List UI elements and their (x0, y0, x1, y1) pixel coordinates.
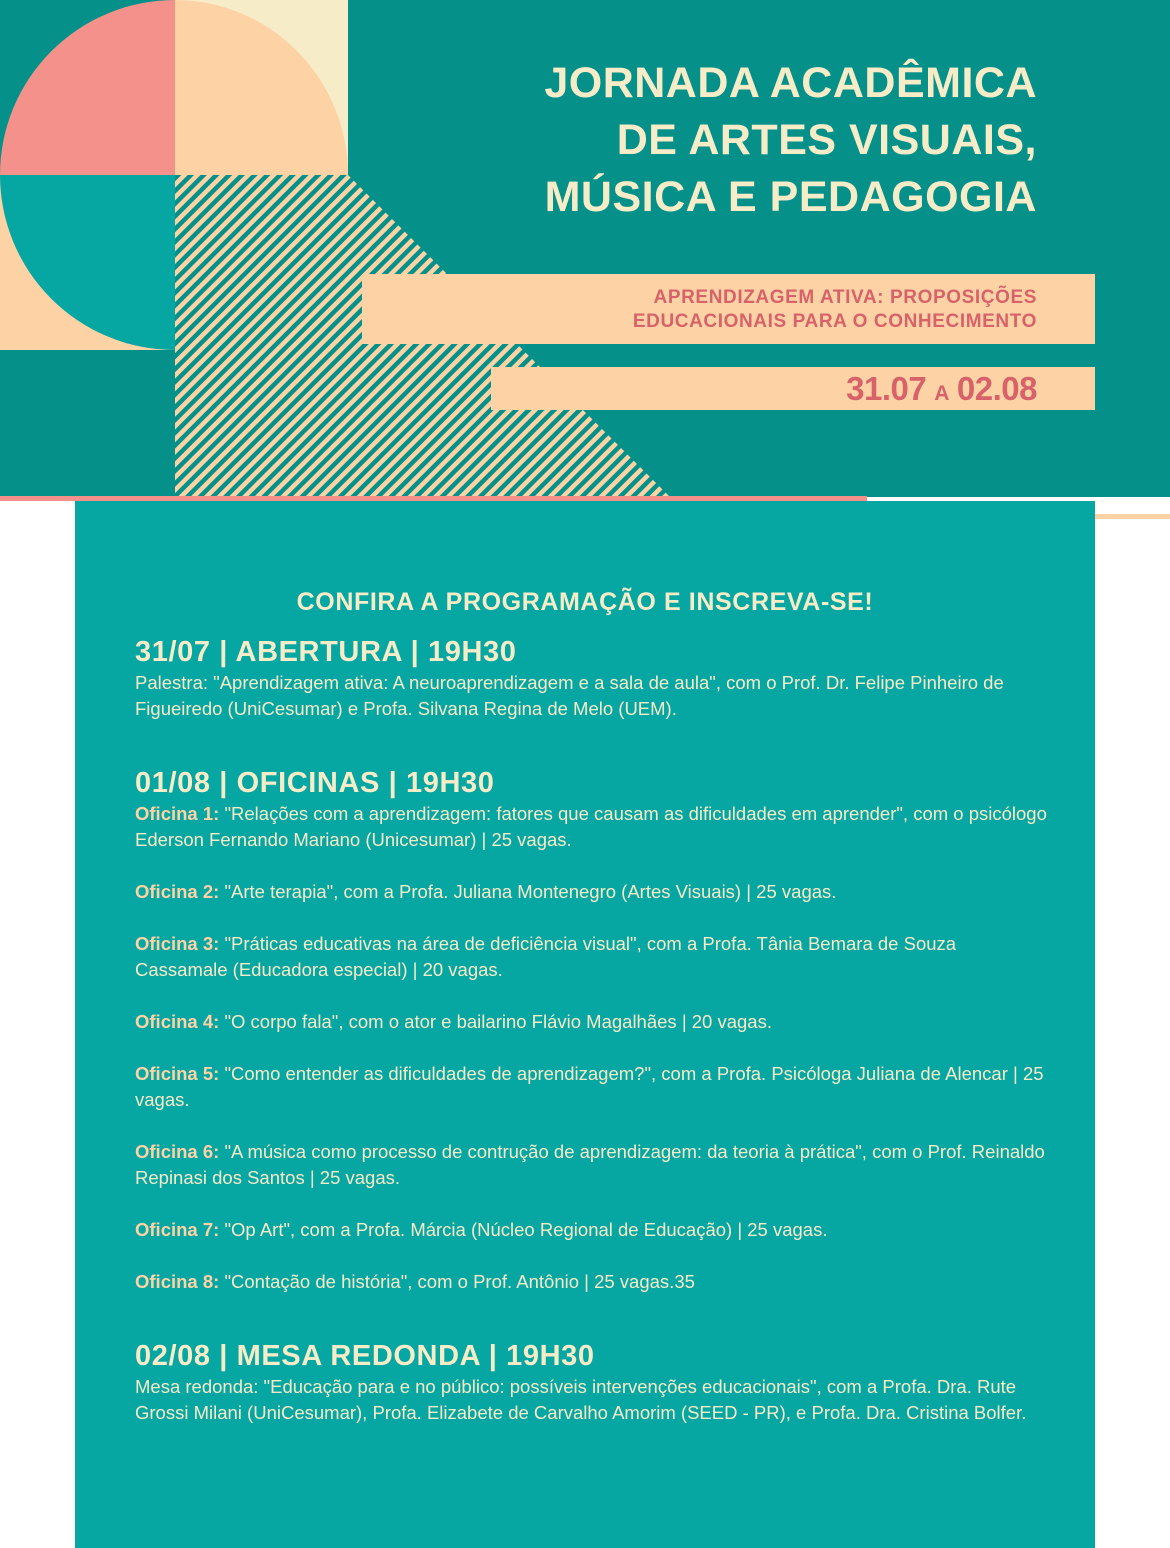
workshop-text: "O corpo fala", com o ator e bailarino Flávio Magalhães | 20 vagas. (219, 1011, 772, 1032)
workshop-7 (135, 1217, 1050, 1243)
teal-block (0, 350, 175, 497)
event-dates (846, 367, 1037, 410)
workshop-4 (135, 1009, 1050, 1035)
workshop-label: Oficina 4: (135, 1011, 220, 1032)
workshop-label: Oficina 2: (135, 881, 220, 902)
workshop-5 (135, 1061, 1050, 1113)
day1-heading: 31/07 | ABERTURA | 19H30 (135, 636, 517, 668)
subtitle-line-1: APRENDIZAGEM ATIVA: PROPOSIÇÕES (653, 287, 1037, 308)
workshop-text: "Contação de história", com o Prof. Antônio | 25 vagas.35 (219, 1271, 695, 1292)
date-end: 02.08 (956, 370, 1037, 407)
workshop-label: Oficina 8: (135, 1271, 220, 1292)
day3-description: Mesa redonda: "Educação para e no público: possíveis intervenções educacionais", com a Profa. Dra. Rute Grossi Milani (UniCesumar), Profa. Elizabete de Carvalho Amorim (SEED - PR), e Profa. Dra. Cristina Bolfer. (135, 1376, 1027, 1423)
workshop-8 (135, 1269, 1050, 1295)
workshop-6 (135, 1139, 1050, 1191)
day2-heading: 01/08 | OFICINAS | 19H30 (135, 767, 495, 799)
title-line-1: JORNADA ACADÊMICA (544, 59, 1037, 107)
workshop-1 (135, 801, 1050, 853)
workshop-label: Oficina 3: (135, 933, 220, 954)
event-title (544, 55, 1037, 226)
title-line-2: DE ARTES VISUAIS, (616, 116, 1037, 164)
day3-heading: 02/08 | MESA REDONDA | 19H30 (135, 1340, 595, 1372)
title-line-3: MÚSICA E PEDAGOGIA (544, 173, 1037, 221)
workshop-text: "Como entender as dificuldades de aprendizagem?", com a Profa. Psicóloga Juliana de Alencar | 25 vagas. (135, 1063, 1044, 1110)
workshop-text: "Arte terapia", com a Profa. Juliana Montenegro (Artes Visuais) | 25 vagas. (219, 881, 837, 902)
workshop-label: Oficina 7: (135, 1219, 220, 1240)
workshop-text: "A música como processo de contrução de aprendizagem: da teoria à prática", com o Prof. Reinaldo Repinasi dos Santos | 25 vagas. (135, 1141, 1045, 1188)
workshop-text: "Relações com a aprendizagem: fatores que causam as dificuldades em aprender", com o psicólogo Ederson Fernando Mariano (Unicesumar) | 25 vagas. (135, 803, 1047, 850)
workshop-label: Oficina 6: (135, 1141, 220, 1162)
workshop-label: Oficina 5: (135, 1063, 220, 1084)
workshop-2 (135, 879, 1050, 905)
workshop-label: Oficina 1: (135, 803, 220, 824)
header-banner (0, 0, 1170, 497)
event-subtitle (633, 286, 1037, 334)
date-separator: A (934, 382, 949, 405)
workshop-3 (135, 931, 1050, 983)
call-to-action: CONFIRA A PROGRAMAÇÃO E INSCREVA-SE! (296, 588, 874, 616)
date-start: 31.07 (846, 370, 927, 407)
day1-description: Palestra: "Aprendizagem ativa: A neuroaprendizagem e a sala de aula", com o Prof. Dr. Felipe Pinheiro de Figueiredo (UniCesumar) e Profa. Silvana Regina de Melo (UEM). (135, 672, 1004, 719)
subtitle-line-2: EDUCACIONAIS PARA O CONHECIMENTO (632, 311, 1037, 332)
workshop-text: "Op Art", com a Profa. Márcia (Núcleo Regional de Educação) | 25 vagas. (219, 1219, 828, 1240)
program-content (135, 634, 1050, 1426)
workshop-text: "Práticas educativas na área de deficiência visual", com a Profa. Tânia Bemara de Souza Cassamale (Educadora especial) | 20 vagas. (135, 933, 957, 980)
